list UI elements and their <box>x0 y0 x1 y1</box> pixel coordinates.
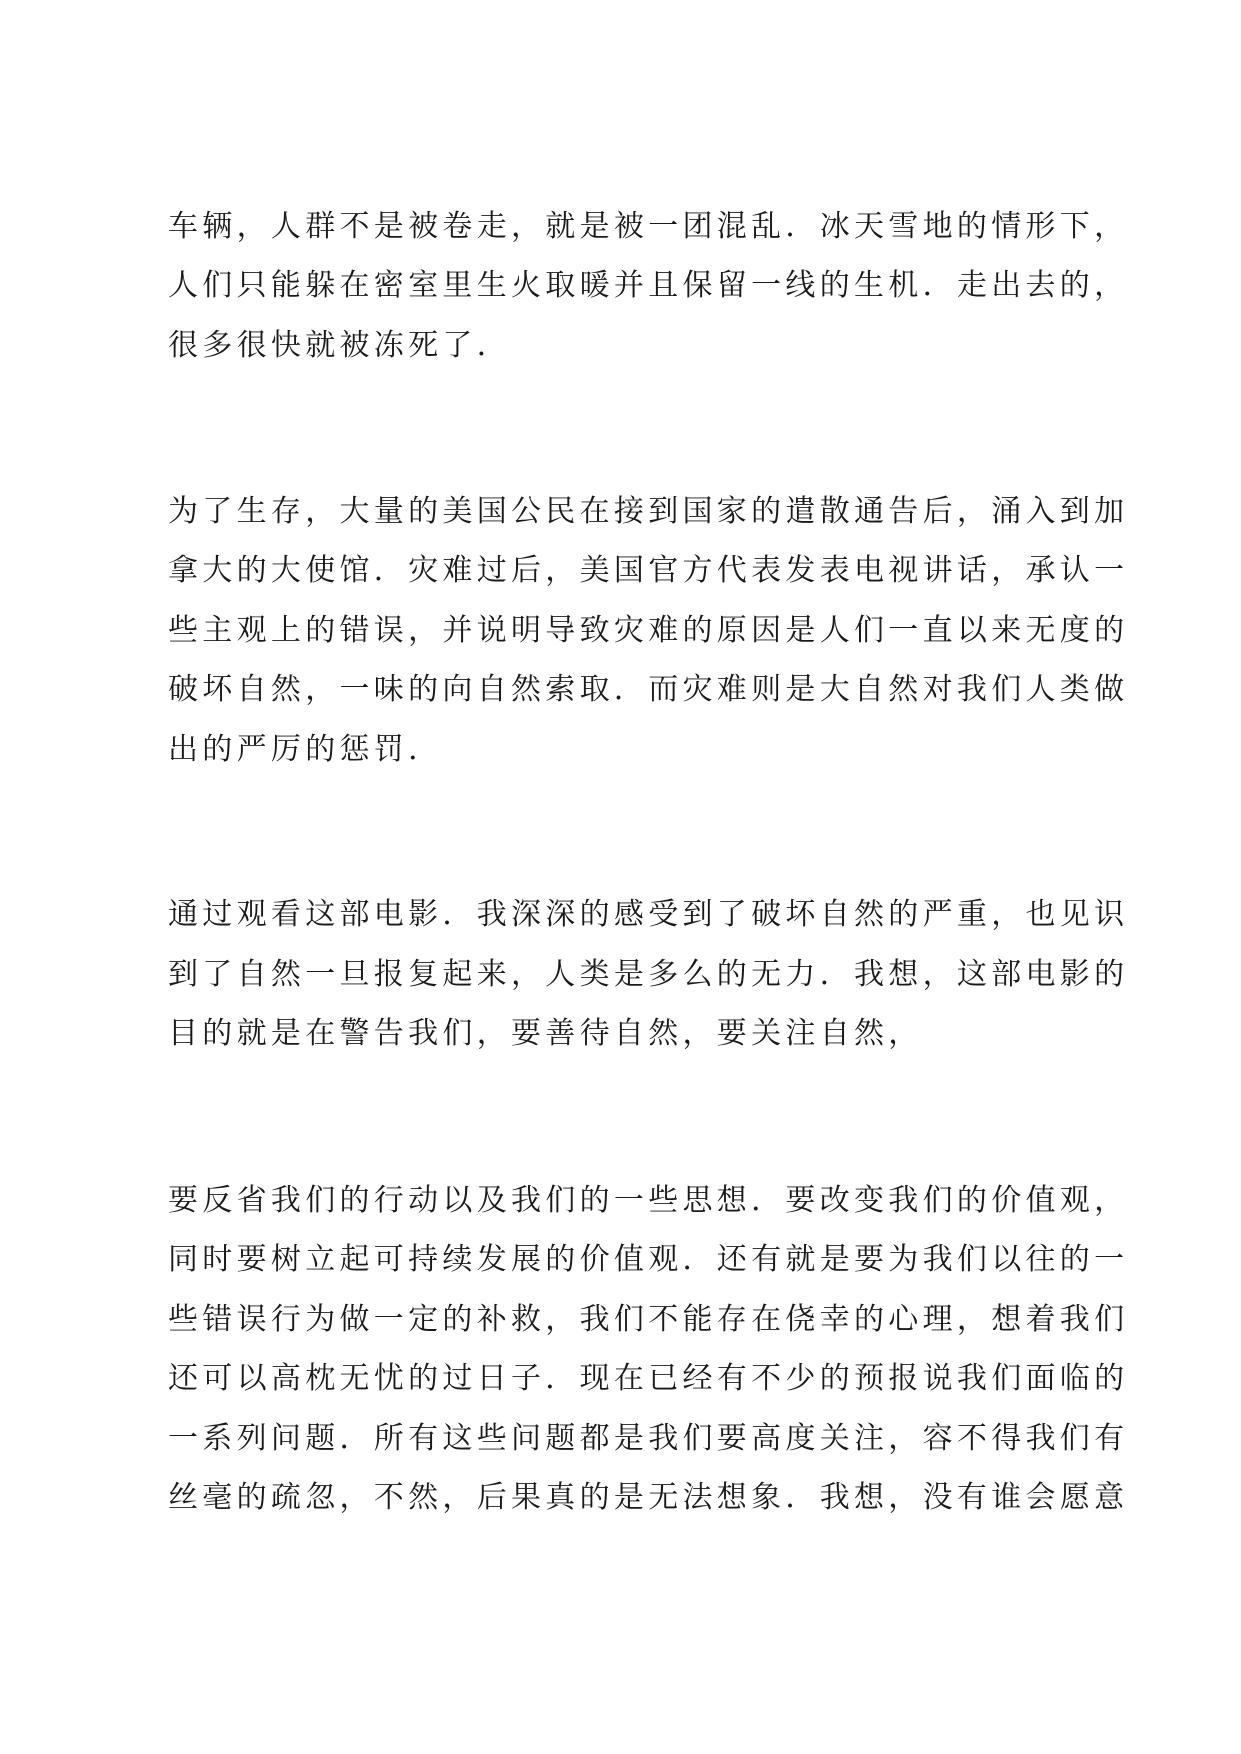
paragraph-2-line-5: 出的严厉的惩罚． <box>168 732 443 767</box>
paragraph-1-line-1: 车辆，人群不是被卷走，就是被一团混乱．冰天雪地的情形下， <box>168 209 1129 244</box>
paragraph-2-line-4: 破坏自然，一味的向自然索取．而灾难则是大自然对我们人类做 <box>168 672 1129 707</box>
paragraph-1-line-2: 人们只能躲在密室里生火取暖并且保留一线的生机．走出去的， <box>168 268 1129 303</box>
paragraph-4-line-5: 一系列问题．所有这些问题都是我们要高度关注，容不得我们有 <box>168 1421 1129 1456</box>
paragraph-3-line-1: 通过观看这部电影．我深深的感受到了破坏自然的严重，也见识 <box>168 897 1129 932</box>
paragraph-4-line-1: 要反省我们的行动以及我们的一些思想．要改变我们的价值观， <box>168 1183 1129 1218</box>
paragraph-3-line-3: 目的就是在警告我们，要善待自然，要关注自然， <box>168 1016 923 1051</box>
paragraph-3-line-2: 到了自然一旦报复起来，人类是多么的无力．我想，这部电影的 <box>168 957 1129 992</box>
paragraph-4-line-2: 同时要树立起可持续发展的价值观．还有就是要为我们以往的一 <box>168 1242 1129 1277</box>
paragraph-4-line-3: 些错误行为做一定的补救，我们不能存在侥幸的心理，想着我们 <box>168 1302 1129 1337</box>
paragraph-1-line-3: 很多很快就被冻死了． <box>168 328 511 363</box>
paragraph-4-line-6: 丝毫的疏忽，不然，后果真的是无法想象．我想，没有谁会愿意 <box>168 1480 1129 1515</box>
paragraph-2-line-1: 为了生存，大量的美国公民在接到国家的遣散通告后，涌入到加 <box>168 494 1129 529</box>
paragraph-2-line-3: 些主观上的错误，并说明导致灾难的原因是人们一直以来无度的 <box>168 613 1129 648</box>
paragraph-4-line-4: 还可以高枕无忧的过日子．现在已经有不少的预报说我们面临的 <box>168 1361 1129 1396</box>
paragraph-2-line-2: 拿大的大使馆．灾难过后，美国官方代表发表电视讲话，承认一 <box>168 553 1129 588</box>
